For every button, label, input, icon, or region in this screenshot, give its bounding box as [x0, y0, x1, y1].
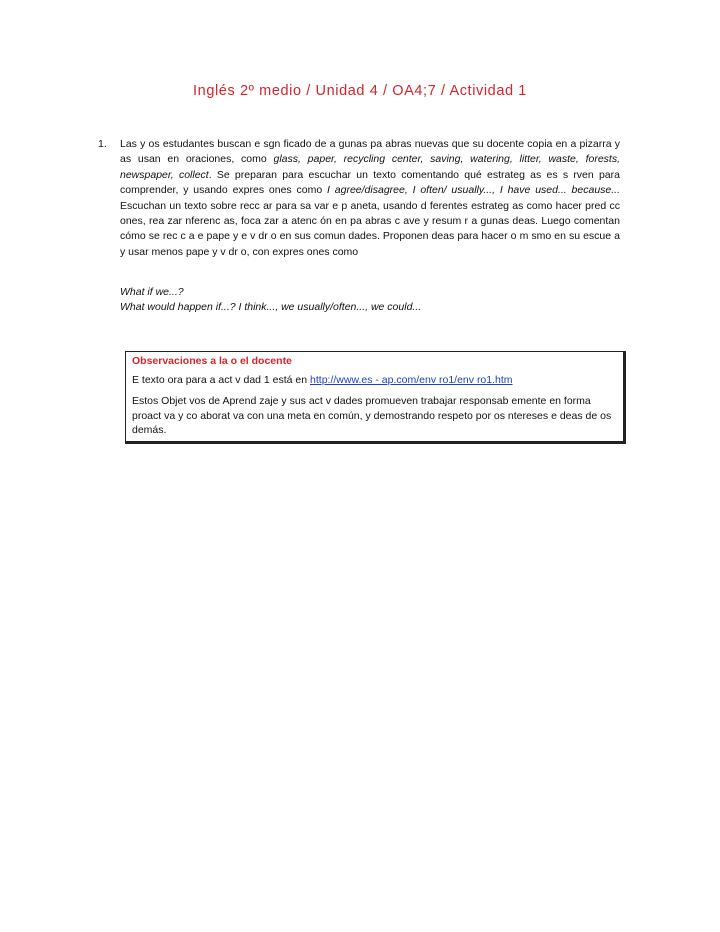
notes-title: Observaciones a la o el docente — [132, 355, 292, 367]
notes-text-link-line — [132, 374, 513, 386]
activity-description — [120, 137, 620, 260]
text-link[interactable]: http://www.es - ap.com/env ro1/env ro1.htm — [310, 374, 513, 386]
notes-text: E texto ora para a act v dad 1 está en — [132, 374, 311, 386]
example-line: What would happen if...? I think..., we usually/often..., we could... — [120, 301, 422, 314]
activity-text-part: Las y os estudantes buscan e sgn ficado de a gunas pa abras nuevas que su docente copia en a pizarra y as usan en oraciones, como — [120, 138, 620, 166]
list-number: 1. — [98, 138, 107, 150]
page-title: Inglés 2º medio / Unidad 4 / OA4;7 / Actividad 1 — [193, 83, 527, 99]
example-expressions — [120, 285, 421, 316]
teacher-notes-box — [125, 351, 626, 444]
activity-text-part: . Se preparan para escuchar un texto comentando qué estrateg as es s rven para comprender, y usando expres ones como — [120, 168, 620, 197]
expression-examples: I agree/disagree, I often/ usually..., I have used... because... — [327, 184, 621, 197]
vocabulary-words: glass, paper, recycling center, saving, watering, litter, waste, forests, newspaper, collect — [120, 153, 620, 181]
example-line: What if we...? — [120, 286, 184, 298]
activity-text-part: Escuchan un texto sobre recc ar para sa var e p aneta, usando d ferentes estrateg as como hacer pred cc ones, rea zar nferenc as, foca zar a atenc ón en pa abras c ave y resum r a gunas deas. Luego comentan cómo se rec c a e pape y e v dr o en sus comun dades. Proponen deas para hacer o m smo en su escue a y usar menos pape y v dr o, con expres ones como — [120, 199, 620, 258]
notes-paragraph: Estos Objet vos de Aprend zaje y sus act v dades promueven trabajar responsab emente en forma proact va y co aborat va con una meta en común, y demostrando respeto por os ntereses e deas de os demás. — [132, 395, 612, 436]
